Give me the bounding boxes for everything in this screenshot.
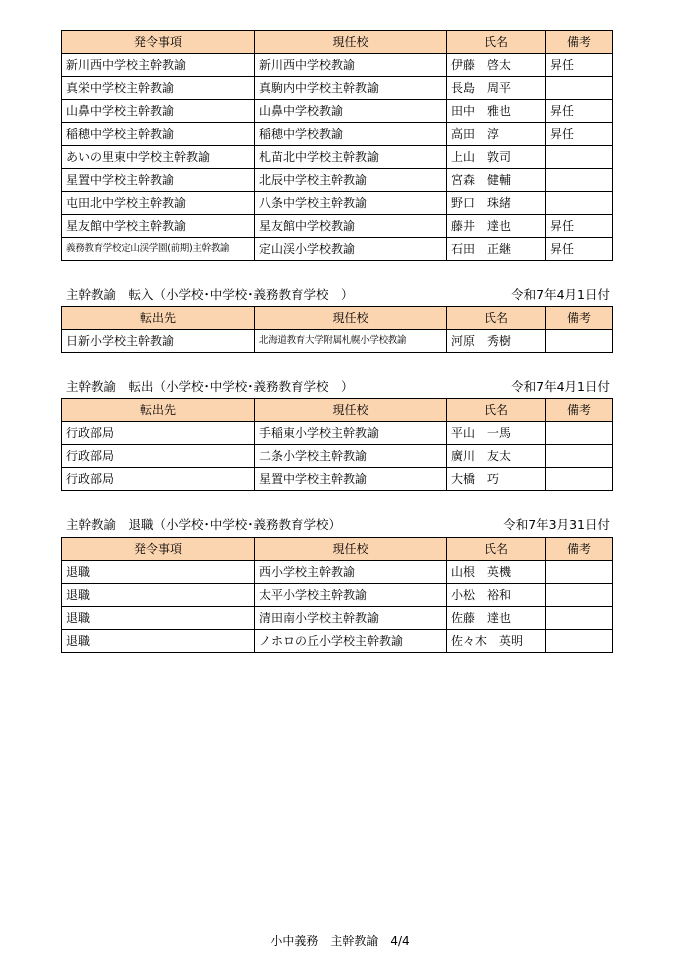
current-school-cell: 札苗北中学校主幹教諭 xyxy=(255,146,447,169)
section-title-transfer-in: 主幹教諭 転入（小学校･中学校･義務教育学校 ） xyxy=(66,287,354,302)
name-cell: 宮森 健輔 xyxy=(447,169,546,192)
section-title-transfer-out: 主幹教諭 転出（小学校･中学校･義務教育学校 ） xyxy=(66,379,354,394)
table-row xyxy=(62,630,613,653)
name-cell: 野口 珠緒 xyxy=(447,192,546,215)
name-cell: 山根 英機 xyxy=(447,561,546,584)
table-row xyxy=(62,607,613,630)
header-cell: 備考 xyxy=(546,307,613,330)
order-cell: 屯田北中学校主幹教諭 xyxy=(62,192,255,215)
order-cell: 日新小学校主幹教諭 xyxy=(62,330,255,353)
order-cell: 退職 xyxy=(62,607,255,630)
order-cell: 行政部局 xyxy=(62,468,255,491)
current-school-cell: 山鼻中学校教諭 xyxy=(255,100,447,123)
remarks-cell xyxy=(546,169,613,192)
section-date-transfer-out: 令和7年4月1日付 xyxy=(511,379,610,394)
table-row xyxy=(62,54,613,77)
table-row xyxy=(62,561,613,584)
table-row xyxy=(62,123,613,146)
remarks-cell xyxy=(546,77,613,100)
name-cell: 佐藤 達也 xyxy=(447,607,546,630)
current-school-cell: 太平小学校主幹教諭 xyxy=(255,584,447,607)
name-cell: 高田 淳 xyxy=(447,123,546,146)
table-row xyxy=(62,445,613,468)
table-row xyxy=(62,192,613,215)
remarks-cell xyxy=(546,192,613,215)
remarks-cell xyxy=(546,561,613,584)
table-row xyxy=(62,169,613,192)
current-school-cell: 西小学校主幹教諭 xyxy=(255,561,447,584)
current-school-cell: 稲穂中学校教諭 xyxy=(255,123,447,146)
table-row xyxy=(62,146,613,169)
order-cell: 真栄中学校主幹教諭 xyxy=(62,77,255,100)
name-cell: 河原 秀樹 xyxy=(447,330,546,353)
table-row xyxy=(62,468,613,491)
remarks-cell: 昇任 xyxy=(546,215,613,238)
name-cell: 石田 正継 xyxy=(447,238,546,261)
remarks-cell xyxy=(546,468,613,491)
remarks-cell: 昇任 xyxy=(546,123,613,146)
table-row xyxy=(62,215,613,238)
table-header-row xyxy=(62,399,613,422)
order-cell: 星友館中学校主幹教諭 xyxy=(62,215,255,238)
table-header-row xyxy=(62,307,613,330)
remarks-cell: 昇任 xyxy=(546,54,613,77)
current-school-cell: 星友館中学校教諭 xyxy=(255,215,447,238)
section-date-retirement: 令和7年3月31日付 xyxy=(503,517,610,532)
section-title-retirement: 主幹教諭 退職（小学校･中学校･義務教育学校） xyxy=(66,517,342,532)
header-cell: 発令事項 xyxy=(62,538,255,561)
name-cell: 佐々木 英明 xyxy=(447,630,546,653)
remarks-cell: 昇任 xyxy=(546,100,613,123)
current-school-cell: 八条中学校主幹教諭 xyxy=(255,192,447,215)
remarks-cell xyxy=(546,330,613,353)
current-school-cell: 清田南小学校主幹教諭 xyxy=(255,607,447,630)
header-cell: 転出先 xyxy=(62,307,255,330)
current-school-cell: 北辰中学校主幹教諭 xyxy=(255,169,447,192)
remarks-cell xyxy=(546,146,613,169)
current-school-cell: 北海道教育大学附属札幌小学校教諭 xyxy=(255,330,447,353)
order-cell: 行政部局 xyxy=(62,445,255,468)
table-row xyxy=(62,422,613,445)
header-cell: 転出先 xyxy=(62,399,255,422)
page-footer: 小中義務 主幹教諭 4/4 xyxy=(270,934,410,948)
order-cell: 山鼻中学校主幹教諭 xyxy=(62,100,255,123)
header-cell: 現任校 xyxy=(255,307,447,330)
table-header-row xyxy=(62,538,613,561)
name-cell: 長島 周平 xyxy=(447,77,546,100)
table-row xyxy=(62,77,613,100)
current-school-cell: 新川西中学校教諭 xyxy=(255,54,447,77)
transfer-in-table xyxy=(61,306,613,353)
table-row xyxy=(62,238,613,261)
order-cell: あいの里東中学校主幹教諭 xyxy=(62,146,255,169)
name-cell: 大橋 巧 xyxy=(447,468,546,491)
header-cell: 備考 xyxy=(546,31,613,54)
remarks-cell xyxy=(546,422,613,445)
section-date-transfer-in: 令和7年4月1日付 xyxy=(511,287,610,302)
order-cell: 退職 xyxy=(62,561,255,584)
remarks-cell: 昇任 xyxy=(546,238,613,261)
header-cell: 現任校 xyxy=(255,31,447,54)
current-school-cell: 星置中学校主幹教諭 xyxy=(255,468,447,491)
header-cell: 氏名 xyxy=(447,307,546,330)
header-cell: 現任校 xyxy=(255,399,447,422)
transfer-out-table xyxy=(61,398,613,491)
table-header-row xyxy=(62,31,613,54)
table-row xyxy=(62,100,613,123)
current-school-cell: 手稲東小学校主幹教諭 xyxy=(255,422,447,445)
appointment-table xyxy=(61,30,613,261)
order-cell: 退職 xyxy=(62,630,255,653)
remarks-cell xyxy=(546,584,613,607)
order-cell: 稲穂中学校主幹教諭 xyxy=(62,123,255,146)
current-school-cell: ノホロの丘小学校主幹教諭 xyxy=(255,630,447,653)
order-cell: 星置中学校主幹教諭 xyxy=(62,169,255,192)
name-cell: 廣川 友太 xyxy=(447,445,546,468)
current-school-cell: 二条小学校主幹教諭 xyxy=(255,445,447,468)
order-cell: 退職 xyxy=(62,584,255,607)
header-cell: 氏名 xyxy=(447,538,546,561)
header-cell: 氏名 xyxy=(447,31,546,54)
header-cell: 備考 xyxy=(546,399,613,422)
name-cell: 上山 敦司 xyxy=(447,146,546,169)
order-cell: 義務教育学校定山渓学園(前期)主幹教諭 xyxy=(62,238,255,261)
header-cell: 現任校 xyxy=(255,538,447,561)
order-cell: 行政部局 xyxy=(62,422,255,445)
name-cell: 平山 一馬 xyxy=(447,422,546,445)
remarks-cell xyxy=(546,445,613,468)
remarks-cell xyxy=(546,630,613,653)
remarks-cell xyxy=(546,607,613,630)
table-row xyxy=(62,330,613,353)
current-school-cell: 定山渓小学校教諭 xyxy=(255,238,447,261)
name-cell: 小松 裕和 xyxy=(447,584,546,607)
name-cell: 田中 雅也 xyxy=(447,100,546,123)
order-cell: 新川西中学校主幹教諭 xyxy=(62,54,255,77)
header-cell: 発令事項 xyxy=(62,31,255,54)
name-cell: 藤井 達也 xyxy=(447,215,546,238)
header-cell: 氏名 xyxy=(447,399,546,422)
table-row xyxy=(62,584,613,607)
retirement-table xyxy=(61,537,613,653)
header-cell: 備考 xyxy=(546,538,613,561)
name-cell: 伊藤 啓太 xyxy=(447,54,546,77)
current-school-cell: 真駒内中学校主幹教諭 xyxy=(255,77,447,100)
